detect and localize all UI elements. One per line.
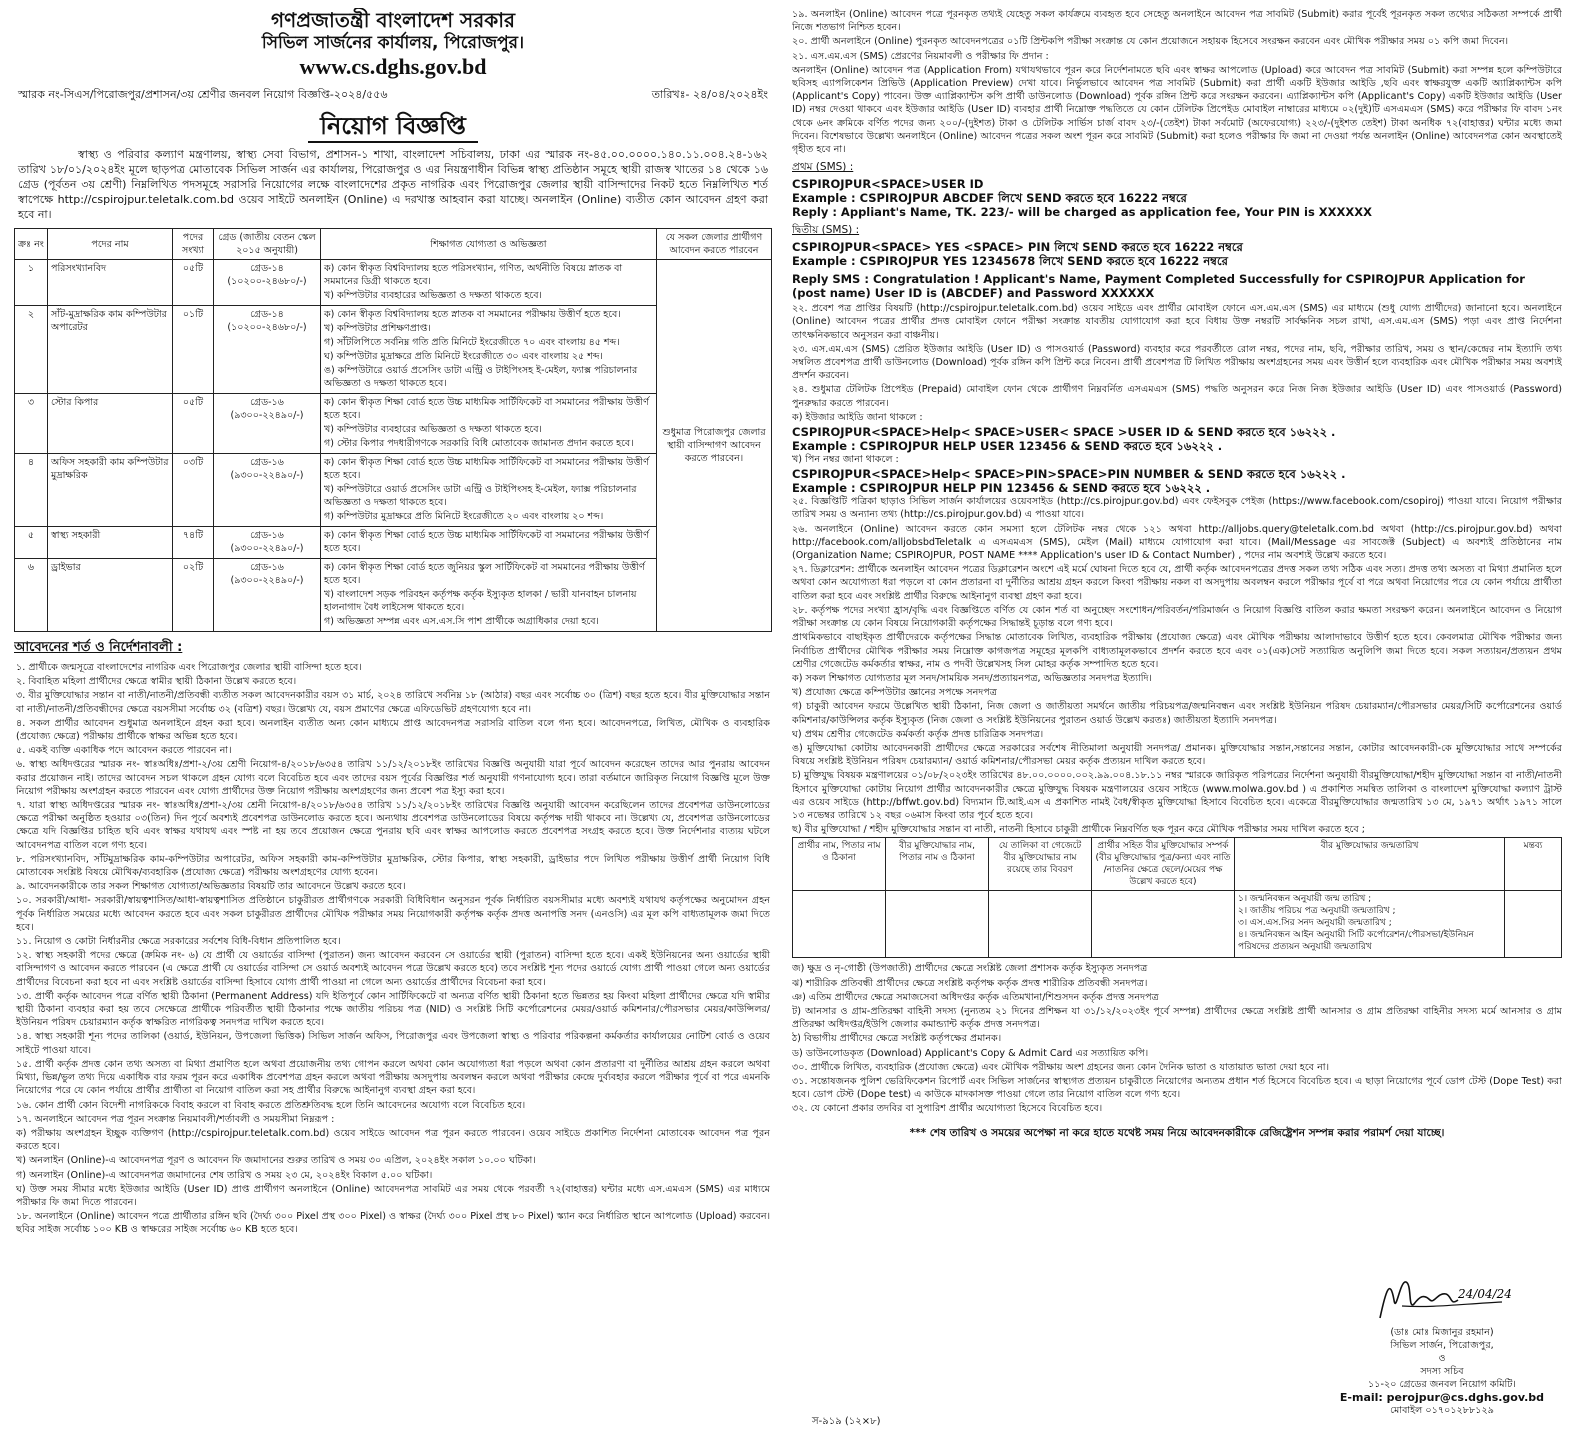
ff-dob-item: ১। জন্মনিবন্ধন অনুযায়ী জন্ম তারিখ ;: [1238, 894, 1372, 905]
notice-title: নিয়োগ বিজ্ঞপ্তি: [308, 111, 478, 143]
government-title: গণপ্রজাতন্ত্রী বাংলাদেশ সরকার: [271, 8, 515, 32]
qualification-item: ক) কোন স্বীকৃত শিক্ষা বোর্ড হতে উচ্চ মাধ্যমিক সার্টিফিকেট বা সমমানের পরীক্ষায় উত্তীর্ণ হতে হবে।: [324, 530, 649, 554]
condition-item: খ) অনলাইন (Online)-এ আবেদনপত্র পূরণ ও আবেদন ফি জমাদানের শুরুর তারিখ ও সময় ৩০ এপ্রিল, ২০২৪ইং সকাল ১০.০০ ঘটিকা।: [16, 1155, 536, 1167]
clause-item: ড) ডাউনলোডকৃত (Download) Applicant's Copy & Admit Card এর সত্যায়িত কপি।: [792, 1047, 1149, 1059]
qualification-item: ক) কোন স্বীকৃত বিশ্ববিদ্যালয় হতে স্নাতক বা সমমানের পরীক্ষায় উত্তীর্ণ হতে হবে।: [324, 309, 621, 320]
pay-scale: (৯৩০০-২২৪৯০/-): [230, 470, 304, 481]
right-tail-clauses: [792, 962, 1562, 1115]
pay-scale: (৯৩০০-২২৪৯০/-): [230, 410, 304, 421]
pay-scale: (১০২০০-২৪৬৮০/-): [227, 276, 307, 287]
clause-item: ৩১. সন্তোষজনক পুলিশ ভেরিফিকেশন রিপোর্ট এবং সিভিল সার্জনের স্বাস্থ্যগত প্রত্যয়ন চাকুরীতে নিয়োগের অন্যতম প্রধান শর্ত হিসেবে বিবেচিত হবে। এ ছাড়া নিয়োগের পূর্বে ডোপ টেস্ট (Dope Test) করা হবে। ডোপ টেস্ট (Dope test) এ কাউকে মাদকাসক্ত পাওয়া গেলে তার নিয়োগ বাতিল বলে গণ্য হবে।: [792, 1075, 1562, 1101]
condition-item: ৩. বীর মুক্তিযোদ্ধার সন্তান বা নাতী/নাতনী/প্রতিবন্ধী ব্যতীত সকল আবেদনকারীর বয়স ৩১ মার্চ, ২০২৪ তারিখে সর্বনিম্ন ১৮ (আঠার) বছর এবং সর্বোচ্চ ৩০ (ত্রিশ) বছর হতে হবে। বীর মুক্তিযোদ্ধার সন্তান বা নাতী/নাতনী/প্রতিবন্ধীদের ক্ষেত্রে বয়সসীমা সর্বোচ্চ ৩২ (বত্রিশ) বছর। উল্লেখ্য যে, বয়স প্রমাণের ক্ষেত্রে এফিডেভিট গ্রহণযোগ্য হবে না।: [16, 690, 770, 715]
grade: গ্রেড-১৪: [250, 263, 284, 274]
condition-item: ৮. পরিসংখ্যানবিদ, সাঁটমুদ্রাক্ষরিক কাম-কম্পিউটার অপারেটর, অফিস সহকারী কাম-কম্পিউটার মুদ্রাক্ষরিক, স্টোর কিপার, স্বাস্থ্য সহকারী, ড্রাইভার পদে লিখিত পরীক্ষায় উত্তীর্ণ প্রার্থী নিয়োগ বিধি মোতাবেক সংশ্লিষ্ট বিষয়ে মৌখিক/ব্যবহারিক (প্রযোজ্য ক্ষেত্রে) পরীক্ষায় অংশগ্রহণের যোগ্য হবেন।: [16, 853, 770, 879]
recovery-pin-command: CSPIROJPUR<SPACE>Help< SPACE>PIN>SPACE>PIN NUMBER & SEND করতে হবে ১৬২২২ .: [792, 467, 1346, 482]
clause-item: খ) প্রযোজ্য ক্ষেত্রে কম্পিউটার জ্ঞানের সপক্ষে সনদপত্র: [792, 687, 997, 699]
website-url[interactable]: www.cs.dghs.gov.bd: [299, 54, 487, 79]
clause-item: ২৮. কর্তৃপক্ষ পদের সংখ্যা হ্রাস/বৃদ্ধি এবং বিজ্ঞপ্তিতে বর্ণিত যে কোন শর্ত বা অনুচ্ছেদ সংশোধন/পরিবর্তন/পরিমার্জন ও নিয়োগ বিজ্ঞপ্তি বাতিল করার ক্ষমতা সংরক্ষণ করেন। অনলাইনে আবেদন ও নিয়োগ পরীক্ষা সংক্রান্ত যে কোন বিষয়ে নিয়োগকারী কর্তৃপক্ষের সিদ্ধান্তই চূড়ান্ত বলে গণ্য হবে।: [792, 604, 1562, 630]
clause-item: ২১. এস.এম.এস (SMS) প্রেরণের নিয়মাবলী ও পরীক্ষার ফি প্রদান :: [792, 50, 1049, 62]
condition-item: ক) পরীক্ষায় অংশগ্রহন ইচ্ছুক ব্যক্তিগণ (http://cspirojpur.teletalk.com.bd) ওয়েব সাইডে আবেদন পত্র পূরন করতে পারবেন। ওয়েব সাইডে প্রকাশিত নির্দেশনা মোতাবেক আবেদন পত্র পূরন করতে হবে।: [16, 1127, 770, 1153]
serial-cell: ১: [15, 260, 48, 306]
pay-scale: (৯৩০০-২২৪৯০/-): [230, 575, 304, 586]
table-row: [15, 260, 772, 306]
column-header: পদের সংখ্যা: [173, 229, 214, 260]
ff-column-header: প্রার্থীর নাম, পিতার নাম ও ঠিকানা: [793, 838, 886, 891]
posts-table-header: [15, 229, 772, 260]
clause-item: ৩০. প্রার্থীকে লিখিত, ব্যবহারিক (প্রযোজ্য ক্ষেত্রে) এবং মৌখিক পরীক্ষায় অংশ গ্রহনের জন্য কোন দৈনিক ভাতা ও যাতায়াত ভাতা দেয়া হবে না।: [792, 1061, 1330, 1073]
clause-item: ১৯. অনলাইন (Online) আবেদন পত্রে পূরনকৃত তথ্যই যেহেতু সকল কার্যক্রমে ব্যবহৃত হবে সেহেতু অনলাইনে আবেদন পত্র সাবমিট (Submit) করার পূর্বেই পূরনকৃত সকল তথ্যের সঠিকতা সম্পর্কে প্রার্থী নিজে শতভাগ নিশ্চিত হবেন।: [792, 9, 1562, 34]
condition-item: ৪. সকল প্রার্থীর আবেদন শুধুমাত্র অনলাইনে গ্রহন করা হবে। অনলাইন ব্যতীত অন্য কোন মাধ্যমে প্রাপ্ত আবেদনপত্র সরাসরি বাতিল বলে গন্য হবে। আবেদনপত্রে, লিখিত, মৌখিক ও ব্যবহারিক (প্রযোজ্য ক্ষেত্রে) পরীক্ষায় প্রার্থীকে স্বাক্ষর অভিন্ন হতে হবে।: [16, 717, 770, 743]
qualification-item: ক) কোন স্বীকৃত শিক্ষা বোর্ড হতে উচ্চ মাধ্যমিক সার্টিফিকেট বা সমমানের পরীক্ষায় উত্তীর্ণ হতে হবে।: [324, 457, 649, 481]
contact-email[interactable]: E-mail: perojpur@cs.dghs.gov.bd: [1339, 1391, 1545, 1404]
ff-cell[interactable]: [989, 891, 1092, 958]
clause-item: ঠ) বিভাগীয় প্রার্থীদের ক্ষেত্রে সংশ্লিষ্ট কর্তৃপক্ষের প্রমানক।: [792, 1033, 1002, 1045]
right-mid-clauses: [792, 302, 1562, 410]
qualification-cell: [321, 260, 657, 306]
recovery-pin-label: খ) পিন নম্বর জানা থাকলে :: [792, 454, 899, 466]
right-bottom-clauses: [792, 495, 1562, 836]
post-count-cell: ০১টি: [173, 306, 214, 394]
sms-first-label: প্রথম (SMS) :: [792, 161, 854, 174]
clause-item: ২০. প্রার্থী অনলাইনে (Online) পুরনকৃত আবেদনপত্রের ০১টি প্রিন্টকপি পরীক্ষা সংক্রান্ত যে কোন প্রয়োজনে সহায়ক হিসেবে সংরক্ষন করবেন এবং মৌখিক পরীক্ষার সময় ০১ কপি জমা দিবেন।: [792, 36, 1509, 48]
qualification-item: ক) কোন স্বীকৃত বিশ্ববিদ্যালয় হতে পরিসংখ্যান, গণিত, অর্থনীতি বিষয়ে স্নাতক বা সমমানের ডিগ্রী থাকতে হবে।: [324, 263, 623, 287]
grade-cell: [214, 306, 321, 394]
condition-item: ৬. স্বাস্থ্য অধিদপ্তরের স্মারক নং- স্বাঃঅধিঃ/প্রশা-২/৩য় শ্রেণী নিয়োগ-৪/২০১৮/৬৩৫৪ তারিখ ১১/১২/২০১৮ইং তারিখের বিজ্ঞপ্তি অনুযায়ী যারা পূর্বে আবেদন করেছেন তাদের আর পুনরায় আবেদন করার প্রয়োজন নাই। তাদের আবেদন সচল থাকলে গ্রহন যোগ্য বলে বিবেচিত হবে এবং তাদের বয়স পূর্বের বিজ্ঞপ্তির শর্ত অনুযায়ী গণনাযোগ্য হবে। তারা বর্তমানে জারিকৃত নিয়োগ বিজ্ঞপ্তি মূলে উক্ত নিয়োগ পরীক্ষায় অংশগ্রহন করতে পারবেন এবং যোগ্য প্রার্থীদের উক্ত নিয়োগ পরীক্ষায় অংশগ্রহণের জন্য প্রবেশ পত্র ইস্যু করা হবে।: [16, 759, 770, 797]
condition-item: ৫. একই ব্যক্তি একাধিক পদে আবেদন করতে পারবেন না।: [16, 745, 232, 757]
clause-item: ঞ) এতিম প্রার্থীদের ক্ষেত্রে সমাজসেবা অধিদপ্তর কর্তৃক এতিমখানা/শিশুসদন কর্তৃক প্রদত্ত সনদপত্র: [792, 991, 1159, 1003]
contact-mobile: মোবাইল ০১৭০১২৮৮১২৯: [1390, 1405, 1494, 1416]
post-count-cell: ০৫টি: [173, 394, 214, 454]
clause-item: চ) মুক্তিযুদ্ধ বিষয়ক মন্ত্রণালয়ের ০১/০৮/২০২৩ইং তারিখের ৪৮.০০.০০০০.০০২.৯৯.০০৪.১৮.১১ নম্বর স্মারকে জারিকৃত পরিপত্রের নির্দেশনা অনুযায়ী বীরমুক্তিযোদ্ধা/শহীদ মুক্তিযোদ্ধা সন্তান বা নাতী/নাতনী হিসাবে মুক্তিযোদ্ধা কোটায় নিয়োগ প্রার্থীর আবেদনকারীর ক্ষেত্রে মুক্তিযুদ্ধ বিষয়ক মন্ত্রণালয়ের ওয়েব সাইডে (www.molwa.gov.bd ) এ প্রকাশিত সমন্বিত তালিকা ও বাংলাদেশ মুক্তিযোদ্ধা কল্যাণ ট্রাস্ট এর ওয়েব সাইডে (http://bffwt.gov.bd) বিদ্যমান টি.আই.এস এ প্রকাশিত নামই বৈধ/স্বীকৃত মুক্তিযোদ্ধা হিসাবে বিবেচিত হবে। একেত্রে বীরমুক্তিযোদ্ধার জন্মতারিখ ১৩ মে, ১৯৭১ অর্থাৎ ১৯৭১ সালে ১৩ নভেম্বর তারিখে ১২ বছর ০৬মাস কিংবা তার পূর্বে হতে হবে।: [792, 770, 1562, 821]
grade-cell: [214, 454, 321, 527]
grade: গ্রেড-১৬: [250, 562, 284, 573]
sms-second-command: CSPIROJPUR<SPACE> YES <SPACE> PIN লিখে SEND করতে হবে 16222 নম্বরে: [792, 240, 1243, 255]
freedom-fighter-table: [792, 837, 1562, 958]
recovery-user-example: Example : CSPIROJPUR HELP USER 123456 & SEND করতে হবে ১৬২২২ .: [792, 439, 1223, 454]
column-header: যে সকল জেলার প্রার্থীগণ আবেদন করতে পারবেন: [657, 229, 772, 260]
grade: গ্রেড-১৪: [250, 309, 284, 320]
left-column: [14, 8, 772, 1433]
signatory-title: সিভিল সার্জন, পিরোজপুর,: [1390, 1340, 1494, 1351]
column-header: গ্রেড (জাতীয় বেতন স্কেল ২০১৫ অনুযায়ী): [214, 229, 321, 260]
condition-item: ২. বিবাহিত মহিলা প্রার্থীদের ক্ষেত্রে স্বামীর স্থায়ী ঠিকানা উল্লেখ করতে হবে।: [16, 676, 297, 688]
condition-item: ১৪. স্বাস্থ্য সহকারী শূন্য পদের তালিকা (ওয়ার্ড, ইউনিয়ন, উপজেলা ভিত্তিক) সিভিল সার্জন অফিস, পিরোজপুর এবং উপজেলা স্বাস্থ্য ও পরিবার পরিকল্পনা কর্মকর্তার কার্যালয়ের নোটিশ বোর্ড ও ওয়েব সাইটে পাওয়া যাবে।: [16, 1031, 770, 1056]
print-code: স-৯১৯ (১২×৮): [812, 1416, 881, 1427]
grade-cell: [214, 260, 321, 306]
column-header: পদের নাম: [48, 229, 173, 260]
condition-item: ১৩. প্রার্থী কর্তৃক আবেদন পত্রে বর্ণিত স্থায়ী ঠিকানা (Permanent Address) যদি ইতিপূর্বে কোন সার্টিফিকেটে বা অন্যত্র বর্ণিত স্থায়ী ঠিকানা হতে ভিন্নতর হয় কিংবা মহিলা প্রার্থীদের ক্ষেত্রে যদি স্বামীর স্থায়ী ঠিকানা ব্যবহার করা হয় তবে সেক্ষেত্রে প্রার্থীকে পরিবর্তীত স্থায়ী ঠিকানার পক্ষে জাতীয় পরিচয় পত্র (NID) ও সংশ্লিষ্ট সিটি কর্পোরেশনের মেয়র/ওয়ার্ড কমিশনার/পৌরসভার মেয়র/কাউন্সিলর/ইউনিয়ন পরিষদ চেয়ারম্যান কর্তৃক স্বাক্ষরিত নাগরিকত্ব সনদপত্র দাখিল করতে হবে।: [16, 990, 770, 1029]
signature-date: 24/04/24: [1458, 1287, 1512, 1301]
signatory-and: ও: [1438, 1353, 1446, 1364]
ff-column-header: বীর মুক্তিযোদ্ধার জন্মতারিখ: [1235, 838, 1505, 891]
eligible-district-cell: শুধুমাত্র পিরোজপুর জেলার স্থায়ী বাসিন্দাগণ আবেদন করতে পারবেন।: [657, 260, 772, 632]
condition-item: ১৬. কোন প্রার্থী কোন বিদেশী নাগরিককে বিবাহ করলে বা বিবাহ করতে প্রতিশ্রুতিবদ্ধ হলে তিনি আবেদনের অযোগ্য বলে বিবেচিত হবে।: [16, 1099, 526, 1111]
condition-item: ১৭. অনলাইনে আবেদন পত্র পূরন সংক্রান্ত নিয়মাবলী/শর্তাবলী ও সময়সীমা নিম্নরূপ :: [16, 1113, 335, 1125]
signatory-name: (ডাঃ মোঃ মিজানুর রহমান): [1390, 1327, 1494, 1338]
grade-cell: [214, 394, 321, 454]
sms-first-command: CSPIROJPUR<SPACE>USER ID: [792, 177, 984, 192]
clause-item: প্রাথমিকভাবে বাছাইকৃত প্রার্থীদেরকে কর্তৃপক্ষের সিদ্ধান্ত মোতাবেক লিখিত, ব্যবহারিক পরীক্ষায় (প্রযোজ্য ক্ষেত্রে) এবং মৌখিক পরীক্ষায় আলাদাভাবে উত্তীর্ণ হতে হবে। কেবলমাত্র মৌখিক পরীক্ষার জন্য নির্বাচিত প্রার্থীদের মৌখিক পরীক্ষার সময় নিম্নোক্ত কাগজপত্র সমূহের মূলকপি বাধ্যতামূলকভাবে প্রদর্শন করতে হবে এবং ০১(এক)সেট সত্যায়িত অনুলিপি জমা দিতে হবে। সকল সত্যায়ন/প্রত্যয়ন প্রথম শ্রেণীর গেজেটেড কর্মকর্তার স্বাক্ষর, নাম ও পদবী উল্লেখসহ সিল মোহর কর্তৃক সম্পাদিত হতে হবে।: [792, 632, 1562, 670]
clause-item: ৩২. যে কোনো প্রকার তদবির বা সুপারিশ প্রার্থীর অযোগ্যতা হিসেবে বিবেচিত হবে।: [792, 1103, 1103, 1115]
ff-cell[interactable]: [886, 891, 989, 958]
sms-second-label: দ্বিতীয় (SMS) :: [792, 224, 860, 237]
qualification-cell: [321, 527, 657, 559]
column-header: ক্রঃ নং: [15, 229, 48, 260]
serial-cell: ২: [15, 306, 48, 394]
post-count-cell: ০৩টি: [173, 454, 214, 527]
sms-second-example: Example : CSPIROJPUR YES 12345678 লিখে SEND করতে হবে 16222 নম্বরে: [792, 254, 1228, 269]
clause-item: ছ) বীর মুক্তিযোদ্ধা / শহীদ মুক্তিযোদ্ধার সন্তান বা নাতী, নাতনী হিসাবে চাকুরী প্রার্থীকে নিম্নবর্ণিত ছক পূরন করে মৌখিক পরীক্ষার সময় দাখিল করতে হবে ;: [792, 824, 1366, 836]
condition-item: ১২. স্বাস্থ্য সহকারী পদের ক্ষেত্রে (ক্রমিক নং- ৬) যে প্রার্থী যে ওয়ার্ডের বাসিন্দা (পুরাতন) জন্য আবেদন করবেন সে ওয়ার্ডের স্থায়ী (পুরাতন) বাসিন্দা হতে হবে। একই ইউনিয়নের অন্য ওয়ার্ডের স্থায়ী বাসিন্দাগণ ও আবেদন করতে পারবেন (এ ক্ষেত্রে প্রার্থী যে ওয়ার্ডের বাসিন্দা সে ওয়ার্ড অবশ্যই আবেদন পত্রে উল্লেখ করতে হবে) তবে সংশ্লিষ্ট শূন্য পদের ওয়ার্ডে যোগ্য প্রার্থী পাওয়া গেলে অন্য ওয়ার্ডের প্রার্থীদের বিবেচনা করা হবে না এবং সংশ্লিষ্ট ওয়ার্ডের বাসিন্দা হিসাবে যোগ্য প্রার্থী পাওয়া না গেলে অন্য ওয়ার্ডের প্রার্থীদের বিবেচনা করা হবে।: [16, 950, 770, 988]
ff-cell[interactable]: [793, 891, 886, 958]
qualification-cell: [321, 559, 657, 632]
clause-item: ২৪. শুধুমাত্র টেলিটক প্রিপেইড (Prepaid) মোবাইল ফোন থেকে প্রার্থীগণ নিম্নবর্নিত এসএমএস (SMS) পদ্ধতি অনুসরন করে নিজ নিজ ইউজার আইডি (User ID) এবং পাসওয়ার্ড (Password) পুনরুদ্ধার করতে পারবেন।: [792, 384, 1562, 409]
clause-item: ২৬. অনলাইনে (Online) আবেদন করতে কোন সমস্যা হলে টেলিটক নম্বর থেকে ১২১ অথবা http://alljobs.query@teletalk.com.bd অথবা (http://cs.pirojpur.gov.bd) অথবা http://facebook.com/alljobsbdTeletalk এ এসএমএস (SMS), মেইল (Mail) মাধ্যমে যোগাযোগ করা যাবে। (Mail/Message এর সাবজেক্ট (Subject) এ অবশ্যই প্রতিষ্ঠানের নাম (Organization Name; CSPIROJPUR, POST NAME **** Application's user ID & Contact Number) , পদের নাম অবশ্যই উল্লেখ করতে হবে।: [792, 523, 1562, 562]
signatory-committee: ১১-২০ গ্রেডের জনবল নিয়োগ কমিটি।: [1368, 1379, 1516, 1390]
column-header: শিক্ষাগত যোগ্যতা ও অভিজ্ঞতা: [321, 229, 657, 260]
qualification-cell: [321, 306, 657, 394]
post-name-cell: সাঁট-মুদ্রাক্ষরিক কাম কম্পিউটার অপারেটর: [48, 306, 173, 394]
pay-scale: (১০২০০-২৪৬৮০/-): [227, 322, 307, 333]
memo-number: স্মারক নং-সিএস/পিরোজপুর/প্রশাসন/৩য় শ্রেণীর জনবল নিয়োগ বিজ্ঞপ্তি-২০২৪/৫৫৬: [18, 88, 388, 101]
qualification-item: খ) কম্পিউটার ব্যবহারের অভিজ্ঞতা ও দক্ষতা থাকতে হবে।: [324, 290, 542, 301]
clause-item: জ) ক্ষুদ্র ও নৃ-গোষ্ঠী (উপজাতী) প্রার্থীদের ক্ষেত্রে সংশ্লিষ্ট জেলা প্রশাসক কর্তৃক ইস্যুকৃত সনদপত্র: [792, 963, 1148, 975]
qualification-item: ক) কোন স্বীকৃত শিক্ষা বোর্ড হতে জুনিয়র স্কুল সার্টিফিকেট বা সমমানের পরীক্ষায় উত্তীর্ণ হতে হবে।: [324, 562, 645, 586]
clause-item: ২৫. বিজ্ঞপ্তিটি পত্রিকা ছাড়াও সিভিল সার্জন কার্যালয়ের ওয়েবসাইড (http://cs.pirojpur.gov.bd) এবং ফেইসবুক পেইজ (https://www.facebook.com/csopiroj) পাওয়া যাবে। নিয়োগ পরীক্ষার তারিখ সময় ও অন্যান্য তথ্য (http://cs.pirojpur.gov.bd) এ পাওয়া যাবে।: [792, 496, 1562, 521]
pay-scale: (৯৩০০-২২৪৯০/-): [230, 543, 304, 554]
condition-item: ১৮. অনলাইনে (Online) আবেদন পত্রে প্রার্থীতার রঙ্গিন ছবি (দৈর্ঘ্য ৩০০ Pixel প্রস্থ ৩০০ Pixel) ও স্বাক্ষর (দৈর্ঘ্য ৩০০ Pixel প্রস্থ ৮০ Pixel) স্ক্যান করে নির্ধারিত স্থানে আপলোড (Upload) করবেন। ছবির সাইজ সর্বোচ্চ ১০০ KB ও স্বাক্ষরের সাইজ সর্বোচ্চ ৬০ KB হতে হবে।: [16, 1211, 770, 1236]
ff-cell[interactable]: [1505, 891, 1562, 958]
grade: গ্রেড-১৬: [250, 530, 284, 541]
post-count-cell: ০২টি: [173, 559, 214, 632]
right-column: [792, 8, 1562, 1433]
post-count-cell: ৭৪টি: [173, 527, 214, 559]
reference-line: [18, 86, 768, 105]
ff-column-header: মন্তব্য: [1505, 838, 1562, 891]
post-name-cell: পরিসংখ্যানবিদ: [48, 260, 173, 306]
clause-item: ট) আনসার ও গ্রাম-প্রতিরক্ষা বাহিনী সদস্য (নুন্যতম ২১ দিনের প্রশিক্ষন যা ৩১/১২/২০২৩ইং পূর্বে সম্পন্ন) প্রার্থীদের ক্ষেত্রে সংশ্লিষ্ট প্রার্থী আনসার ও গ্রাম প্রতিরক্ষা বাহিনীর সদস্য মর্মে আনসার ও গ্রাম প্রতিরক্ষা অধিদপ্তর/ইউপি জেলার কমান্ড্যান্ট কর্তৃক প্রদত্ত সনদপত্র।: [792, 1005, 1562, 1031]
qualification-item: খ) বাংলাদেশ সড়ক পরিবহন কর্তৃপক্ষ কর্তৃক ইস্যুকৃত হালকা / ভারী যানবাহন চালনায় হালনাগাদ বৈধ লাইসেন্স থাকতে হবে।: [324, 589, 637, 613]
grade: গ্রেড-১৬: [250, 457, 284, 468]
ff-cell[interactable]: [1092, 891, 1235, 958]
conditions-list: [14, 661, 772, 1237]
condition-item: ১০. সরকারী/আধা- সরকারী/স্বায়ত্বশাসিত/আধা-স্বায়ত্বশাসিত প্রতিষ্ঠানে চাকুরীরত প্রার্থীগণকে সরকারী বিধিবিধান অনুসরন পূর্বক নির্ধারিত বয়সসীমার মধ্যে অবশ্যই যথাযথ কর্তৃপক্ষের অনুমোদন গ্রহন পূর্বক নির্ধারিত সময়ের মধ্যে আবেদন করতে হবে এবং সকল চাকুরীরত প্রার্থীদের মৌখিক পরীক্ষার সময় নিয়োগকারী কর্তৃপক্ষ কর্তৃক প্রদত্ত অনাপত্তি সনদ (এনওসি) এর মূল কপি বাধ্যতামূলক জমা দিতে হবে।: [16, 895, 770, 933]
right-top-clauses: [792, 8, 1562, 156]
ff-dob-item: ৪। জন্মনিবন্ধন আইন অনুযায়ী সিটি কর্পোরেশন/পৌরসভা/ইউনিয়ন পরিষদের প্রত্যয়ন অনুযায়ী জন্মতারিখ: [1238, 930, 1474, 953]
grade-cell: [214, 527, 321, 559]
ff-column-header: যে তালিকা বা গেজেটে বীর মুক্তিযোদ্ধার নাম রয়েছে তার বিবরণ: [989, 838, 1092, 891]
clause-item: ২৩. এস.এম.এস (SMS) প্রেরিত ইউজার আইডি (User ID) ও পাসওয়ার্ড (Password) ব্যবহার করে পরবর্তীতে রোল নম্বর, পদের নাম, ছবি, পরীক্ষার তারিখ, সময় ও স্থান/কেন্দ্রের নাম ইত্যাদি তথ্য সম্বলিত প্রবেশপত্র প্রার্থী ডাউনলোড (Download) পূর্বক রঙ্গিন কপি প্রিন্ট করে নিবেন। প্রার্থী প্রবেশপত্র টি লিখিত পরীক্ষায় অংশগ্রহনের সময় এবং উত্তীর্ন হলে ব্যবহারিক এবং মৌখিক পরীক্ষার সময় অবশ্যই প্রদর্শন করবেন।: [792, 343, 1562, 382]
sms-reply-text: Reply SMS : Congratulation ! Applicant's Name, Payment Completed Successfully for CSPIROJPUR Application for (post name) User ID is (ABCDEF) and Password XXXXXX: [792, 272, 1525, 301]
post-name-cell: স্টোর কিপার: [48, 394, 173, 454]
clause-item: অনলাইন (Online) আবেদন পত্র (Application From) যথাযথভাবে পূরন করে নির্দেশনামতে ছবি এবং স্বাক্ষর আপলোড (Upload) করে আবেদন পত্র সাবমিট (Submit) করা সম্পন্ন হলে কম্পিউটারে ছবিসহ এ্যাপলিকেশন প্রিভিউ (Application Preview) দেখা যাবে। নির্ভুলভাবে আবেদন পত্র সাবমিট (Submit) করা প্রার্থী একটি ইউজার আইডি ,ছবি এবং স্বাক্ষরযুক্ত একটি অ্যাপ্লিক্যান্টস কপি (Applicant's Copy) পাবেন। উক্ত এ্যাপ্লিক্যান্টস কপি প্রার্থী ডাউনলোড (Download) পূর্বক রঙ্গিন প্রিন্ট করে সংরক্ষন করবেন। এ্যাপ্লিক্যান্টস কপি (Applicant's Copy) একটি ইউজার আইডি (User ID) নম্বর দেওয়া থাকবে এবং ইউজার আইডি (User ID) ব্যবহার প্রার্থী নিম্নোক্ত পদ্ধতিতে যে কোন টেলিটক প্রিপেইড মোবাইল নাম্বারের মাধ্যমে ০২(দুই)টি এসএমএস (SMS) করে পরীক্ষার ফি বাবদ ১নং থেকে ৬নং ক্রমিকে বর্ণিত পদের জন্য ২০০/-(দুইশত) টাকা ও টেলিটক সার্ভিস চার্জ বাবদ ২৩/-(তেইশ) টাকা সর্বমোট (অফেরযোগ্য) ২২৩/-(দুইশত তেইশ) টাকা অনধিক ৭২(বাহাত্তর) ঘন্টার মধ্যে জমা দিবেন। বিশেষভাবে উল্লেখ্য অনলাইনে (Online) আবেদন পত্রের সকল অংশ পূরন করে সাবমিট (Submit) করা হলেও পরীক্ষার ফি জমা না দেওয়া পর্যন্ত অনলাইন (Online) আবেদনপত্র কোন অবস্থাতেই গৃহীত হবে না।: [792, 64, 1562, 156]
clause-item: ক) সকল শিক্ষাগত যোগ্যতার মূল সনদ/সাময়িক সনদ/প্রত্যায়নপত্র, অভিজ্ঞতার সনদপত্র ইত্যাদি।: [792, 672, 1152, 684]
condition-item: ঘ) উক্ত সময় সীমার মধ্যে ইউজার আইডি (User ID) প্রাপ্ত প্রার্থীগণ অনলাইনে (Online) আবেদনপত্র সাবমিট এর সময় থেকে পরবর্তী ৭২(বাহাত্তর) ঘন্টার মধ্যে এস.এমএস (SMS) এর মাধ্যমে পরীক্ষার ফি জমা দিতে পারবেন।: [16, 1183, 770, 1208]
post-count-cell: ০৫টি: [173, 260, 214, 306]
qualification-item: খ) কম্পিউটারে ওয়ার্ড প্রসেসিং ডাটা এন্ট্রি ও টাইপিংসহ ই-মেইল, ফ্যাক্স পরিচালনার অভিজ্ঞতা ও দক্ষতা থাকতে হবে।: [324, 484, 637, 508]
condition-item: ৭. যারা স্বাস্থ্য অধিদপ্তরের স্মারক নং- স্বাঃঅধিঃ/প্রশা-২/৩য় শ্রেনী নিয়োগ-৪/২০১৮/৬৩৫৪ তারিখ ১১/১২/২০১৮ইং তারিখের বিজ্ঞপ্তি অনুযায়ী আবেদন করেছিলেন তাদের প্রবেশপত্র ডাউনলোডের ক্ষেত্রে পরীক্ষা অনুষ্ঠিত হওয়ার ০৩(তিন) দিন পূর্বে অবশ্যই প্রবেশপত্র ডাউনলোড করতে হবে। অন্যথায় প্রবেশপত্র ডাউনলোডের বিষয়ে কর্তৃপক্ষ দায়ী থাকবে না। উল্লেখ্য যে, প্রবেশপত্র ডাউনলোডের ক্ষেত্রে যদি বিজ্ঞপ্তির চাহিত ছবি এবং স্বাক্ষর যথাযথ এবং স্পষ্ট না হয় তবে প্রয়োজন ক্ষেত্রে পুনরায় ছবি এবং স্বাক্ষর আপলোড করতে প্রবেশপত্র সংগ্রহ করতে হবে। উক্ত নির্দেশনার ব্যত্যয় ঘটলে আবেদনপত্র বাতিল বলে গণ্য হবে।: [16, 800, 770, 851]
clause-item: ঙ) মুক্তিযোদ্ধা কোটায় আবেদনকারী প্রার্থীদের ক্ষেত্রে সরকারের সর্বশেষ নীতিমালা অনুযায়ী সনদপত্র/ প্রমানক। মুক্তিযোদ্ধার সন্তান,সন্তানের সন্তান, কোটার আবেদনকারী-কে মুক্তিযোদ্ধার সাথে সম্পর্কের বিষয়ে সংশ্লিষ্ট ইউনিয়ন পরিষদ চেয়ারম্যান/ ওয়ার্ড কমিশনার/পৌরসভা মেয়র কর্তৃক প্রত্যয়ন দাখিল করতে হবে।: [792, 742, 1562, 768]
ff-column-header: প্রার্থীর সহিত বীর মুক্তিযোদ্ধার সম্পর্ক (বীর মুক্তিযোদ্ধার পুত্র/কন্যা এবং নাতি /নাতনির ক্ষেত্রে ছেলে/মেয়ের পক্ষ উল্লেখ করতে হবে): [1092, 838, 1235, 891]
post-name-cell: স্বাস্থ্য সহকারী: [48, 527, 173, 559]
qualification-item: গ) স্টোর কিপার পদধারীগণকে সরকারি বিধি মোতাবেক জামানত প্রদান করতে হবে।: [324, 438, 634, 449]
handwritten-signature: [1372, 1270, 1512, 1326]
serial-cell: ৫: [15, 527, 48, 559]
qualification-item: গ) অভিজ্ঞতা সম্পন্ন এবং এস.এস.সি পাশ প্রার্থীকে অগ্রাধিকার দেয়া হবে।: [324, 616, 599, 627]
post-name-cell: ড্রাইভার: [48, 559, 173, 632]
qualification-item: ঘ) কম্পিউটার মুদ্রাক্ষরে প্রতি মিনিটে ইংরেজীতে ৩০ এবং বাংলায় ২৫ শব্দ।: [324, 351, 603, 362]
office-name: সিভিল সার্জনের কার্যালয়, পিরোজপুর।: [261, 33, 525, 53]
clause-item: ২২. প্রবেশ পত্র প্রাপ্তির বিষয়টি (http://cspirojpur.teletalk.com.bd) ওয়েব সাইডে এবং প্রার্থীর মোবাইল ফোনে এস.এম.এস (SMS) এর মাধ্যমে (শুধু যোগ্য প্রার্থীদের) জানানো হবে। অনলাইনে (Online) আবেদন পত্রের প্রার্থীর প্রদত্ত মোবাইল ফোনে পরীক্ষা সংক্রান্ত যাবতীয় যোগাযোগ করা হবে বিধায় উক্ত নম্বরটি সার্বক্ষনিক সচল রাখা, এস.এম.এস (SMS) পড়া এবং প্রাপ্ত নির্দেশনা তাৎক্ষনিকভাবে অনুসরন করা বাঞ্চনীয়।: [792, 303, 1562, 341]
condition-item: ১. প্রার্থীকে জন্মসূত্রে বাংলাদেশের নাগরিক এবং পিরোজপুর জেলার স্থায়ী বাসিন্দা হতে হবে।: [16, 662, 362, 673]
ff-dob-item: ৩। এস.এস.সির সনদ অনুযায়ী জন্মতারিখ ;: [1238, 918, 1392, 929]
recovery-user-command: CSPIROJPUR<SPACE>Help< SPACE>USER< SPACE >USER ID & SEND করতে হবে ১৬২২২ .: [792, 425, 1336, 440]
intro-paragraph: স্বাস্থ্য ও পরিবার কল্যাণ মন্ত্রণালয়, স্বাস্থ্য সেবা বিভাগ, প্রশাসন-১ শাখা, বাংলাদেশ সচিবালয়, ঢাকা এর স্মারক নং-৪৫.০০.০০০০.১৪০.১১.০০৪.২৪-১৬২ তারিখ ১৮/০১/২০২৪ইং মূলে ছাড়পত্র মোতাবেক সিভিল সার্জন এর কার্যালয়, পিরোজপুর ও এর নিয়ন্ত্রণাধীন বিভিন্ন স্বাস্থ্য প্রতিষ্ঠান সমূহে স্থায়ী রাজস্ব খাতের ১৪ থেকে ১৬ গ্রেড (পূর্বতন ৩য় শ্রেণী) নিম্নলিখিত পদসমূহে সরাসরি নিয়োগের লক্ষে বাংলাদেশের প্রকৃত নাগরিক এবং পিরোজপুর জেলার স্থায়ী বাসিন্দাদের নিকট হতে নিম্নলিখিত শর্ত স্বাপেক্ষে http://cspirojpur.teletalk.com.bd ওয়েব সাইটে অনলাইন (Online) এ দরখাস্ত আহবান করা যাচ্ছে। অনলাইন (Online) ব্যতীত কোন আবেদন গ্রহণ করা হবে না।: [18, 148, 768, 221]
qualification-item: গ) সাঁটলিপিতে সর্বনিম্ন গতি প্রতি মিনিটে ইংরেজীতে ৭০ এবং বাংলায় ৪৫ শব্দ।: [324, 337, 620, 348]
condition-item: গ) অনলাইন (Online)-এ আবেদনপত্র জমাদানের শেষ তারিখ ও সময় ২৩ মে, ২০২৪ইং বিকাল ৫.০০ ঘটিকা।: [16, 1169, 433, 1181]
qualification-item: ঙ) কম্পিউটারে ওয়ার্ড প্রসেসিং ডাটা এন্ট্রি ও টাইপিংসহ ই-মেইল, ফ্যাক্স পরিচালনার অভিজ্ঞতা ও দক্ষতা থাকতে হবে।: [324, 365, 638, 389]
condition-item: ১১. নিয়োগ ও কোটা নির্ধারনীর ক্ষেত্রে সরকারের সর্বশেষ বিধি-বিধান প্রতিপালিত হবে।: [16, 936, 341, 948]
post-name-cell: অফিস সহকারী কাম কম্পিউটার মুদ্রাক্ষরিক: [48, 454, 173, 527]
notice-date: তারিখঃ- ২৪/০৪/২০২৪ইং: [651, 88, 768, 101]
grade-cell: [214, 559, 321, 632]
sms-first-reply: Reply : Appliant's Name, TK. 223/- will be charged as application fee, Your PIN is XXXXXX: [792, 205, 1372, 220]
posts-table: [14, 228, 772, 632]
qualification-item: গ) কম্পিউটার মুদ্রাক্ষরে প্রতি মিনিটে ইংরেজীতে ২০ এবং বাংলায় ২০ শব্দ।: [324, 511, 604, 522]
qualification-item: খ) কম্পিউটার প্রশিক্ষণপ্রাপ্ত।: [324, 323, 431, 334]
serial-cell: ৬: [15, 559, 48, 632]
grade: গ্রেড-১৬: [250, 397, 284, 408]
recovery-pin-example: Example : CSPIROJPUR HELP PIN 123456 & SEND করতে হবে ১৬২২২ .: [792, 481, 1211, 496]
clause-item: ঘ) প্রথম শ্রেণীর গেজেটেড কর্মকর্তা কর্তৃক প্রদত্ত চারিত্রিক সনদপত্র।: [792, 728, 1044, 740]
ff-dob-cell: [1235, 891, 1505, 958]
ff-column-header: বীর মুক্তিযোদ্ধার নাম, পিতার নাম ও ঠিকানা: [886, 838, 989, 891]
signature-block: [1322, 1270, 1562, 1417]
condition-item: ১৫. প্রার্থী কর্তৃক প্রদত্ত কোন তথ্য অসত্য বা মিথ্যা প্রমাণিত হলে অথবা প্রয়োজনীয় তথ্য গোপন করলে অথবা কোন অযোগ্যতা ধরা পড়লে অথবা কোন প্রতারণা বা দুর্নীতির আশ্রয় গ্রহন করলে অথবা মিথ্যা, ভিন্ন/ভুল তথ্য দিয়ে একাধিক বার ফরম পূরন করে একাধিক প্রবেশপত্র গ্রহন করলে অথবা পরীক্ষায় অসদুপায় অবলম্বন করলে অথবা পরীক্ষার কেন্দ্রে দুর্ব্যবহার করলে পরীক্ষার পূর্বে বা পরে এমনকি নিয়োগের পরে যে কোন পর্যায়ে প্রার্থীর প্রার্থীতা বা নিয়োগ বাতিল করা সহ প্রার্থীর বিরুদ্ধে আইনানুগ ব্যবস্থা গ্রহন করা হবে।: [16, 1058, 770, 1097]
signatory-member: সদস্য সচিব: [1420, 1366, 1464, 1377]
conditions-title: আবেদনের শর্ত ও নির্দেশনাবলী :: [14, 640, 183, 655]
qualification-item: খ) কম্পিউটার ব্যবহারের অভিজ্ঞতা ও দক্ষতা থাকতে হবে।: [324, 424, 542, 435]
serial-cell: ৩: [15, 394, 48, 454]
qualification-cell: [321, 454, 657, 527]
qualification-item: ক) কোন স্বীকৃত শিক্ষা বোর্ড হতে উচ্চ মাধ্যমিক সার্টিফিকেট বা সমমানের পরীক্ষায় উত্তীর্ণ হতে হবে।: [324, 397, 649, 421]
recovery-user-label: ক) ইউজার আইডি জানা থাকলে :: [792, 411, 923, 423]
clause-item: ২৭. ডিক্লারেশন: প্রার্থীকে অনলাইন আবেদন পত্রের ডিক্লারেশন অংশে এই মর্মে ঘোষনা দিতে হবে যে, প্রার্থী কর্তৃক আবেদনপত্রের প্রদত্ত সকল তথ্য সঠিক এবং সত্য। প্রদত্ত তথ্য অসত্য বা মিথ্যা প্রমানিত হলে অথবা কোন অযোগ্যতা ধরা পড়লে বা কোন প্রতারনা বা দুর্নীতির আশ্রয় গ্রহন করলে কিংবা পরীক্ষায় নকল বা অসদুপায় অবলম্বন করলে পরীক্ষার পূর্বে বা পরে অথবা নিয়োগের পরে যে কোন পর্যায়ে প্রার্থীতা বাতিল করা হবে এবং সংশ্লিষ্ট প্রার্থীর বিরুদ্ধে আইনানুগ ব্যবস্থা গ্রহণ করা হবে।: [792, 564, 1562, 602]
ff-table-row: [793, 891, 1562, 958]
clause-item: ঝ) শারীরিক প্রতিবন্ধী প্রার্থীদের ক্ষেত্রে সংশ্লিষ্ট কর্তৃপক্ষ কর্তৃক প্রদত্ত শারীরিক প্রতিবন্ধী সনদপত্র।: [792, 977, 1148, 989]
final-note: *** শেষ তারিখ ও সময়ের অপেক্ষা না করে হাতে যথেষ্ট সময় নিয়ে আবেদনকারীকে রেজিষ্ট্রেশন সম্পন্ন করার পরামর্শ দেয়া যাচ্ছে।: [909, 1126, 1445, 1139]
qualification-cell: [321, 394, 657, 454]
ff-dob-item: ২। জাতীয় পরিচয় পত্র অনুযায়ী জন্মতারিখ ;: [1238, 906, 1396, 917]
sms-first-example: Example : CSPIROJPUR ABCDEF লিখে SEND করতে হবে 16222 নম্বরে: [792, 191, 1187, 206]
clause-item: গ) চাকুরী আবেদন ফরমে উল্লেখিত স্থায়ী ঠিকানা, নিজ জেলা ও জাতীয়তা সমর্থনে জাতীয় পরিচয়পত্র/জন্মনিবন্ধন এবং সংশ্লিষ্ট ইউনিয়ন পরিষদ চেয়ারম্যান/পৌরসভার মেয়র/সিটি কর্পোরেশনের ওয়ার্ড কমিশনার/কাউন্সিলর কর্তৃক ইস্যুকৃত (নিজ জেলা ও সংশ্লিষ্ট ইউনিয়নের পুরাতন ওয়ার্ড উল্লেখ করতঃ) জাতীয়তা ইত্যাদি সনদপত্র।: [792, 701, 1562, 726]
condition-item: ৯. আবেদনকারীকে তার সকল শিক্ষাগত যোগ্যতা/অভিজ্ঞতার বিষয়টি তার আবেদনে উল্লেখ করতে হবে।: [16, 881, 406, 893]
serial-cell: ৪: [15, 454, 48, 527]
